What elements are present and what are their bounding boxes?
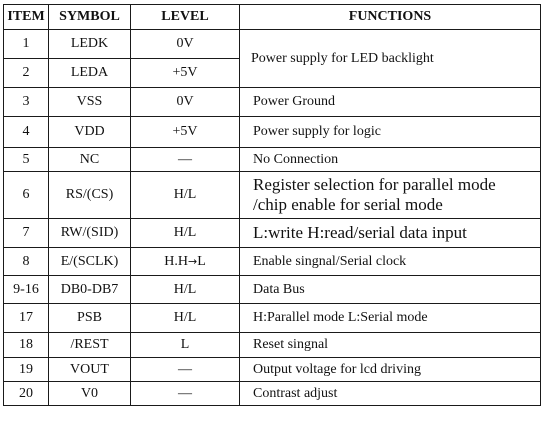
table-row [4,304,541,333]
level-cell: H/L [131,172,240,219]
level-cell: H/L [131,304,240,333]
table-row [4,30,541,59]
function-cell: Data Bus [240,276,541,304]
symbol-cell: VSS [49,88,131,117]
function-line: Register selection for parallel mode [253,175,496,194]
function-cell: Enable singnal/Serial clock [240,248,541,276]
item-cell: 5 [4,148,49,172]
function-cell-multiline [240,172,541,219]
level-cell: — [131,148,240,172]
header-item: ITEM [4,5,49,30]
item-cell: 18 [4,333,49,358]
function-cell: No Connection [240,148,541,172]
table-row [4,333,541,358]
function-cell: Output voltage for lcd driving [240,358,541,382]
function-cell: H:Parallel mode L:Serial mode [240,304,541,333]
function-cell: Contrast adjust [240,382,541,406]
item-cell: 8 [4,248,49,276]
item-cell: 2 [4,59,49,88]
function-line: /chip enable for serial mode [253,195,443,214]
level-cell [131,248,240,276]
right-arrow-icon: → [187,254,198,268]
symbol-cell: VDD [49,117,131,148]
function-cell-led-backlight: Power supply for LED backlight [240,30,541,88]
level-cell: +5V [131,59,240,88]
symbol-cell: PSB [49,304,131,333]
item-cell: 7 [4,219,49,248]
header-level: LEVEL [131,5,240,30]
item-cell: 9-16 [4,276,49,304]
symbol-cell: VOUT [49,358,131,382]
table-row [4,382,541,406]
function-cell: Reset singnal [240,333,541,358]
symbol-cell: V0 [49,382,131,406]
pin-function-table [3,4,541,406]
level-cell: 0V [131,30,240,59]
item-cell: 20 [4,382,49,406]
function-cell: Power Ground [240,88,541,117]
function-cell: L:write H:read/serial data input [240,219,541,248]
symbol-cell: DB0-DB7 [49,276,131,304]
item-cell: 4 [4,117,49,148]
table-header-row [4,5,541,30]
symbol-cell: E/(SCLK) [49,248,131,276]
table-row [4,219,541,248]
level-cell: +5V [131,117,240,148]
table-row [4,148,541,172]
level-end: L [197,253,206,269]
level-cell: H/L [131,219,240,248]
level-cell: — [131,358,240,382]
level-cell: H/L [131,276,240,304]
item-cell: 17 [4,304,49,333]
table-row [4,88,541,117]
symbol-cell: /REST [49,333,131,358]
level-start: H.H [164,253,188,269]
item-cell: 1 [4,30,49,59]
symbol-cell: RW/(SID) [49,219,131,248]
table-row [4,172,541,219]
header-symbol: SYMBOL [49,5,131,30]
table-row [4,276,541,304]
symbol-cell: LEDA [49,59,131,88]
level-cell: — [131,382,240,406]
level-cell: 0V [131,88,240,117]
symbol-cell: NC [49,148,131,172]
table-row [4,248,541,276]
symbol-cell: LEDK [49,30,131,59]
item-cell: 19 [4,358,49,382]
item-cell: 6 [4,172,49,219]
table-row [4,117,541,148]
item-cell: 3 [4,88,49,117]
table-row [4,358,541,382]
level-cell: L [131,333,240,358]
function-cell: Power supply for logic [240,117,541,148]
header-functions: FUNCTIONS [240,5,541,30]
symbol-cell: RS/(CS) [49,172,131,219]
